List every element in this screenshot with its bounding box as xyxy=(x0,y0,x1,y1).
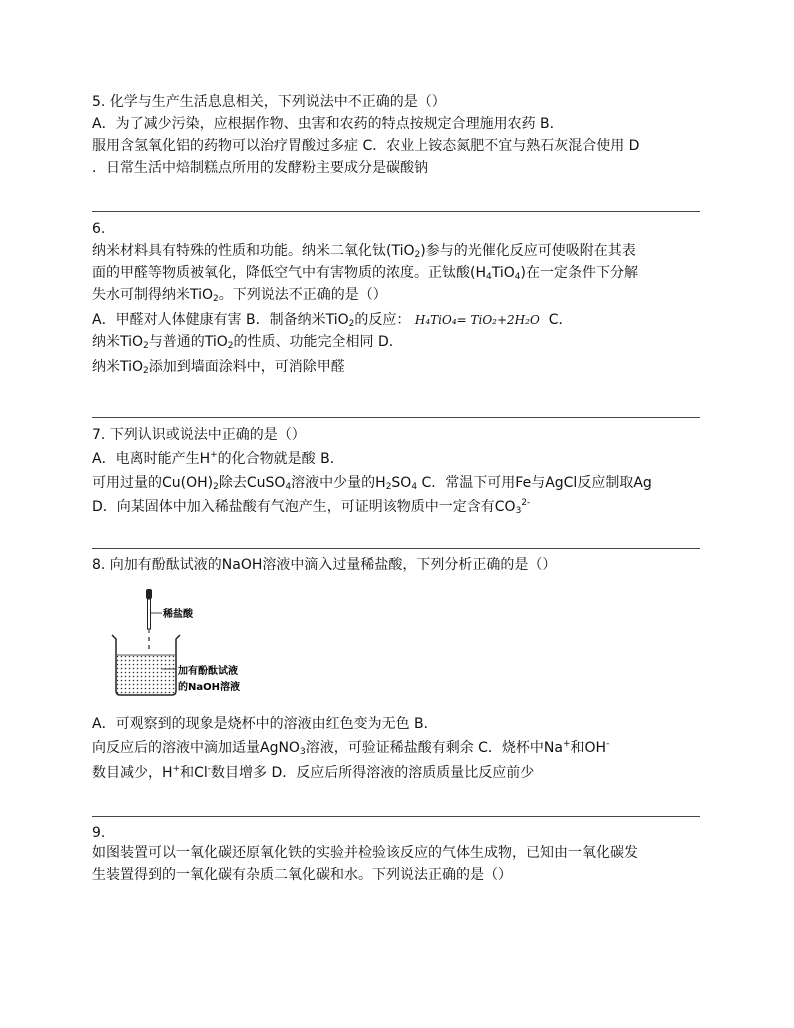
question-9 xyxy=(92,822,704,886)
question-6-line: 失水可制得纳米TiO$_2$。下列说法不正确的是（） xyxy=(92,287,387,304)
question-7-stem: 7. 下列认识或说法中正确的是（） xyxy=(92,427,306,443)
question-6-line: 面的甲醛等物质被氧化，降低空气中有害物质的浓度。正钛酸$(H_4TiO_4)$在一定条件下分解 xyxy=(92,265,638,282)
divider xyxy=(92,417,700,418)
question-6-line: 纳米TiO$_2$与普通的TiO$_2$的性质、功能完全相同 D． xyxy=(92,334,403,351)
question-6-number: 6. xyxy=(92,221,106,237)
question-6-line: 纳米TiO$_2$添加到墙面涂料中，可消除甲醛 xyxy=(92,359,345,376)
question-6-line: 纳米材料具有特殊的性质和功能。纳米二氧化钛(TiO$_2$)参与的光催化反应可使吸附在其表 xyxy=(92,243,636,260)
divider xyxy=(92,816,700,817)
question-7-line: D．向某固体中加入稀盐酸有气泡产生，可证明该物质中一定含有$CO_3^{2-}$ xyxy=(92,498,531,516)
question-6 xyxy=(92,218,704,378)
label-solution-line2: 的NaOH溶液 xyxy=(178,682,240,693)
label-solution-line1: 加有酚酞试液 xyxy=(178,666,238,677)
question-5 xyxy=(92,91,704,179)
question-9-number: 9. xyxy=(92,825,106,841)
divider xyxy=(92,548,700,549)
beaker-diagram xyxy=(100,583,270,701)
reaction-formula: H₄TiO₄= TiO₂+2H₂O xyxy=(414,313,540,327)
question-7-line: A．电离时能产生H+的化合物就是酸 B． xyxy=(92,450,344,467)
question-7-line: 可用过量的$Cu(OH)_2$除去CuSO$_4$溶液中少量的$H_2SO_4$ C．常温下可用Fe与AgCl反应制取Ag xyxy=(92,475,652,492)
question-5-line: A．为了减少污染，应根据作物、虫害和农药的特点按规定合理施用农药 B． xyxy=(92,116,564,132)
question-8-line: 数目减少，H+和Cl-数目增多 D．反应后所得溶液的溶质质量比反应前少 xyxy=(92,764,535,781)
question-8-line: A．可观察到的现象是烧杯中的溶液由红色变为无色 B． xyxy=(92,716,438,732)
label-dilute-hcl: 稀盐酸 xyxy=(163,609,193,620)
question-9-line: 生装置得到的一氧化碳有杂质二氧化碳和水。下列说法正确的是（） xyxy=(92,867,512,883)
question-5-line: 服用含氢氧化铝的药物可以治疗胃酸过多症 C．农业上铵态氮肥不宜与熟石灰混合使用 D xyxy=(92,138,640,154)
dropper-icon xyxy=(146,589,152,633)
divider xyxy=(92,211,700,212)
question-5-stem: 5. 化学与生产生活息息相关，下列说法中不正确的是（） xyxy=(92,94,446,110)
question-8-line: 向反应后的溶液中滴加适量AgNO$_3$溶液，可验证稀盐酸有剩余 C．烧杯中Na+和OH- xyxy=(92,739,610,757)
question-7 xyxy=(92,424,704,518)
question-8-options xyxy=(92,713,704,784)
question-6-line: A．甲醛对人体健康有害 B．制备纳米TiO$_2$的反应： H₄TiO₄= TiO₂+2H₂O C． xyxy=(92,312,573,329)
question-9-line: 如图装置可以一氧化碳还原氧化铁的实验并检验该反应的气体生成物，已知由一氧化碳发 xyxy=(92,845,638,861)
question-8 xyxy=(92,554,704,576)
question-5-line: ．日常生活中焙制糕点所用的发酵粉主要成分是碳酸钠 xyxy=(92,160,428,176)
beaker-figure xyxy=(100,583,270,701)
beaker-icon xyxy=(112,635,180,695)
question-8-stem: 8. 向加有酚酞试液的NaOH溶液中滴入过量稀盐酸，下列分析正确的是（） xyxy=(92,557,557,573)
